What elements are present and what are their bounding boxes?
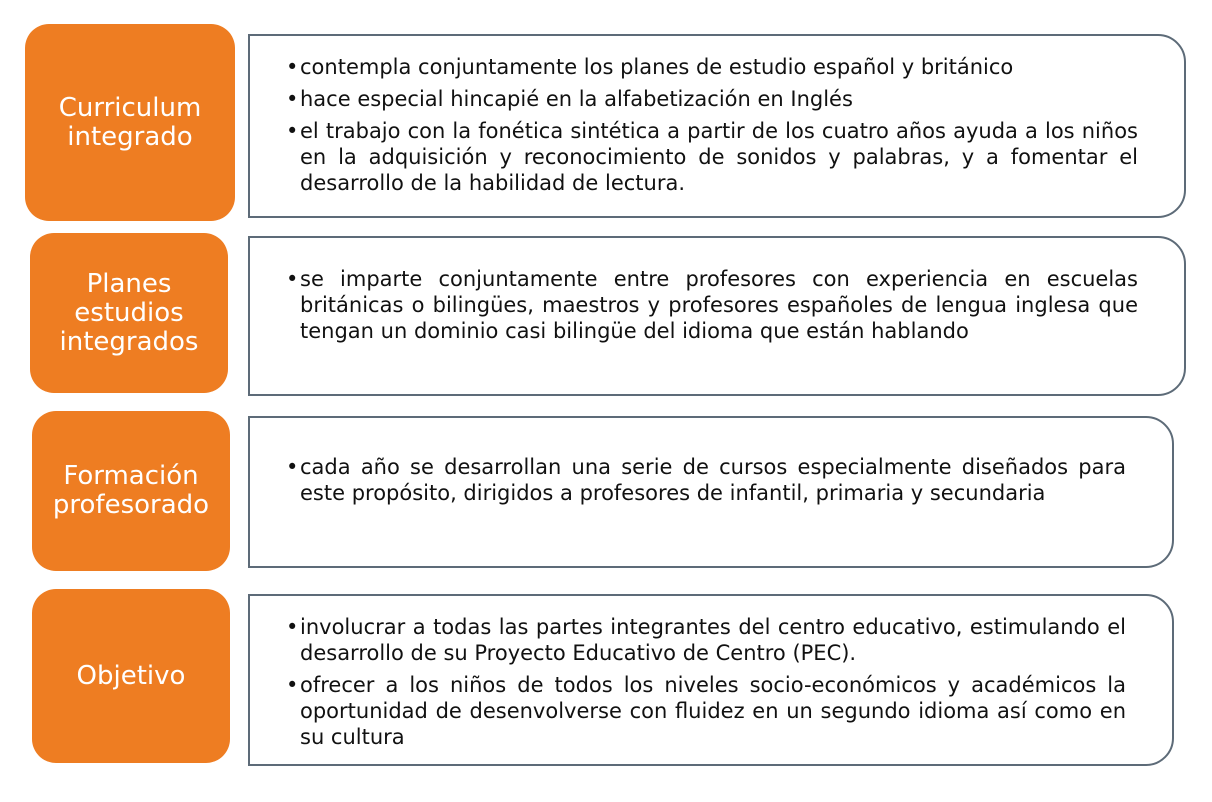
bullet-dot: • [286, 267, 299, 291]
bullet-dot: • [286, 55, 299, 79]
bullet-item [286, 118, 1138, 196]
bullet-text: se imparte conjuntamente entre profesores con experiencia en escuelas británicas o bilingües, maestros y profesores españoles de lengua inglesa que tengan un dominio casi bilingüe del idioma que están hablando [300, 267, 1138, 343]
bullet-list [286, 54, 1138, 202]
bullet-item [286, 86, 1138, 112]
bullet-dot: • [286, 119, 299, 143]
bullet-text: hace especial hincapié en la alfabetización en Inglés [300, 87, 853, 111]
panel-curriculum-integrado [248, 34, 1186, 218]
label-planes-estudios-integrados [30, 233, 228, 393]
label-curriculum-integrado [25, 24, 235, 221]
label-objetivo [32, 589, 230, 763]
bullet-text: contempla conjuntamente los planes de estudio español y británico [300, 55, 1014, 79]
label-text: Objetivo [76, 660, 186, 691]
bullet-item [286, 454, 1126, 506]
bullet-text: involucrar a todas las partes integrantes del centro educativo, estimulando el desarrollo de su Proyecto Educativo de Centro (PEC). [300, 615, 1126, 665]
bullet-item [286, 54, 1138, 80]
label-text: Formación profesorado [52, 461, 210, 520]
bullet-dot: • [286, 87, 299, 111]
label-formacion-profesorado [32, 411, 230, 571]
bullet-item [286, 614, 1126, 666]
bullet-dot: • [286, 455, 299, 479]
bullet-text: el trabajo con la fonética sintética a partir de los cuatro años ayuda a los niños en la adquisición y reconocimiento de sonidos y palabras, y a fomentar el desarrollo de la habilidad de lectura. [300, 119, 1138, 195]
bullet-item [286, 672, 1126, 750]
panel-formacion-profesorado [248, 416, 1174, 568]
bullet-item [286, 266, 1138, 344]
bullet-text: cada año se desarrollan una serie de cursos especialmente diseñados para este propósito, dirigidos a profesores de infantil, primaria y secundaria [300, 455, 1126, 505]
bullet-list [286, 266, 1138, 350]
bullet-dot: • [286, 673, 299, 697]
label-text: Curriculum integrado [58, 92, 202, 152]
bullet-list [286, 454, 1126, 512]
panel-planes-estudios-integrados [248, 236, 1186, 396]
panel-objetivo [248, 594, 1174, 766]
bullet-text: ofrecer a los niños de todos los niveles socio-económicos y académicos la oportunidad de desenvolverse con fluidez en un segundo idioma así como en su cultura [300, 673, 1126, 749]
bullet-list [286, 614, 1126, 756]
label-text: Planes estudios integrados [59, 268, 199, 357]
bullet-dot: • [286, 615, 299, 639]
